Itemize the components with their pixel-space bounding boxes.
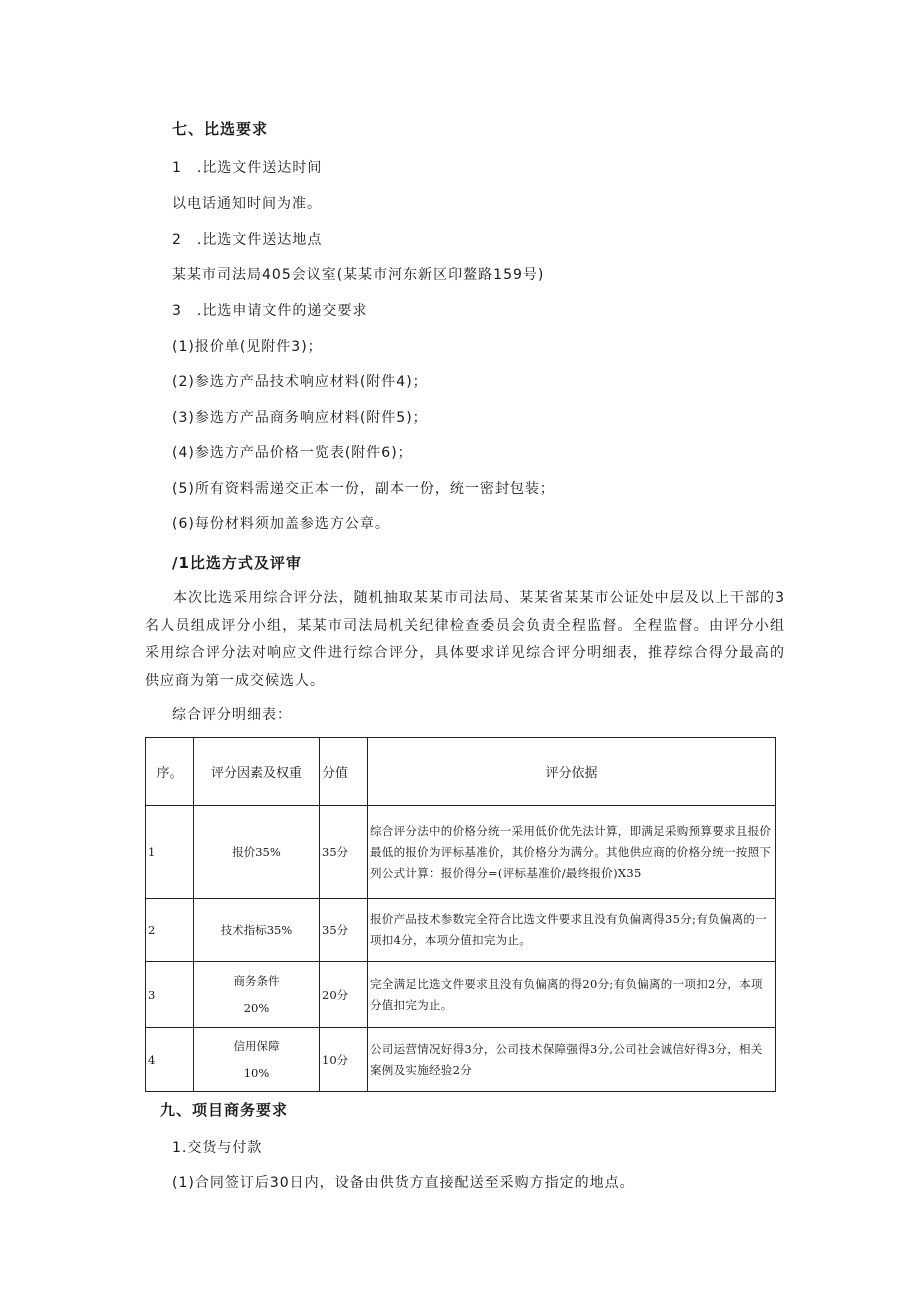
factor-name: 技术指标35% [220,922,293,937]
row-score: 20分 [320,962,368,1028]
row-factor [194,962,320,1028]
delivery-place-text: 某某市司法局405会议室(某某市河东新区印鳌路159号) [172,267,545,283]
delivery-time-title: 1 .比选文件送达时间 [172,160,323,176]
section-8-heading: /1比选方式及评审 [172,554,302,572]
header-factor: 评分因素及权重 [194,738,320,806]
row-score: 35分 [320,899,368,962]
requirement-item: (2)参选方产品技术响应材料(附件4)； [172,374,428,390]
row-factor [194,899,320,962]
table-row [146,806,776,899]
requirement-item: (1)报价单(见附件3)； [172,339,323,355]
header-score: 分值 [320,738,368,806]
delivery-payment-title: 1.交货与付款 [172,1140,263,1156]
row-basis: 报价产品技术参数完全符合比选文件要求且没有负偏离得35分;有负偏离的一项扣4分，本项分值扣完为止。 [368,899,776,962]
delivery-time-text: 以电话通知时间为准。 [172,196,322,212]
row-factor [194,1028,320,1092]
requirement-item: (4)参选方产品价格一览表(附件6)； [172,445,413,461]
row-number: 1 [146,806,194,899]
delivery-payment-text: (1)合同签订后30日内，设备由供货方直接配送至采购方指定的地点。 [172,1175,635,1191]
row-basis: 综合评分法中的价格分统一采用低价优先法计算，即满足采购预算要求且报价最低的报价为评标基准价，其价格分为满分。其他供应商的价格分统一按照下列公式计算：报价得分=(评标基准价/最终报价)X35 [368,806,776,899]
table-row [146,1028,776,1092]
factor-weight: 20% [243,1000,270,1015]
row-basis: 公司运营情况好得3分，公司技术保障强得3分,公司社会诚信好得3分，相关案例及实施经验2分 [368,1028,776,1092]
table-row [146,899,776,962]
section-7-heading: 七、比选要求 [172,120,269,138]
header-basis: 评分依据 [368,738,776,806]
table-header-row [146,738,776,806]
header-no: 序。 [146,738,194,806]
table-caption: 综合评分明细表： [172,707,292,723]
row-score: 35分 [320,806,368,899]
evaluation-paragraph: 本次比选采用综合评分法，随机抽取某某市司法局、某某省某某市公证处中层及以上干部的3名人员组成评分小组，某某市司法局机关纪律检查委员会负责全程监督。全程监督。由评分小组采用综合评分法对响应文件进行综合评分，具体要求详见综合评分明细表，推荐综合得分最高的供应商为第一成交候选人。 [145,590,785,689]
delivery-place-title: 2 .比选文件送达地点 [172,232,323,248]
section-9-heading: 九、项目商务要求 [160,1101,289,1119]
submission-requirements-title: 3 .比选申请文件的递交要求 [172,303,368,319]
row-number: 4 [146,1028,194,1092]
row-number: 3 [146,962,194,1028]
scoring-table [145,737,776,1092]
row-factor [194,806,320,899]
requirement-item: (6)每份材料须加盖参选方公章。 [172,516,390,532]
row-score: 10分 [320,1028,368,1092]
requirement-item: (3)参选方产品商务响应材料(附件5)； [172,410,428,426]
requirement-item: (5)所有资料需递交正本一份，副本一份，统一密封包装； [172,481,555,497]
row-basis: 完全满足比选文件要求且没有负偏离的得20分;有负偏离的一项扣2分，本项分值扣完为止。 [368,962,776,1028]
factor-name: 商务条件 [233,973,280,988]
table-row [146,962,776,1028]
row-number: 2 [146,899,194,962]
factor-name: 信用保障 [233,1038,280,1053]
factor-name: 报价35% [232,844,281,859]
factor-weight: 10% [243,1065,270,1080]
